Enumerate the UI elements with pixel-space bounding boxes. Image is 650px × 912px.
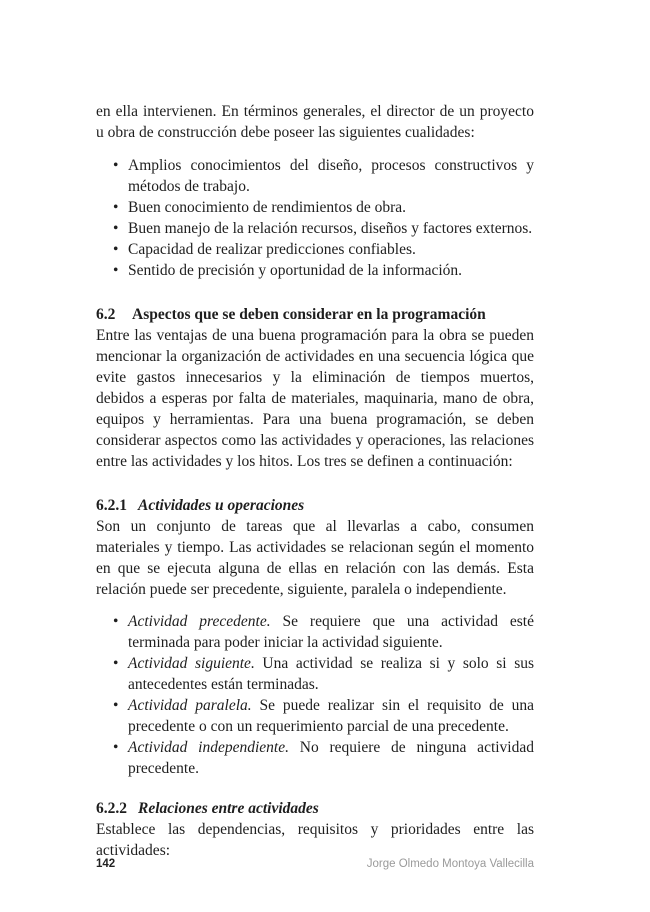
list-item: • Sentido de precisión y oportunidad de la información. [96, 260, 534, 281]
list-item [96, 653, 534, 695]
section-heading-6-2 [96, 304, 534, 325]
term: Actividad siguiente. [128, 655, 255, 672]
list-item: • Capacidad de realizar predicciones confiables. [96, 239, 534, 260]
section-number: 6.2 [96, 306, 116, 323]
section-title: Aspectos que se deben considerar en la programación [132, 306, 486, 323]
running-author: Jorge Olmedo Montoya Vallecilla [366, 858, 534, 870]
term: Actividad independiente. [128, 739, 289, 756]
intro-paragraph: en ella intervienen. En términos generales, el director de un proyecto u obra de construcción debe poseer las siguientes cualidades: [96, 103, 534, 141]
section-title: Actividades u operaciones [138, 497, 305, 514]
list-item [96, 611, 534, 653]
page-footer [96, 858, 534, 874]
activity-types-list [96, 611, 534, 779]
definition: Una actividad se realiza si y solo si sus antecedentes están terminadas. [128, 655, 535, 693]
page-content [96, 101, 534, 861]
list-item [96, 737, 534, 779]
qualities-list [96, 155, 534, 281]
section-title: Relaciones entre actividades [138, 800, 319, 817]
definition: Se puede realizar sin el requisito de una precedente o con un requerimiento parcial de una precedente. [128, 697, 534, 735]
list-item: • Amplios conocimientos del diseño, procesos constructivos y métodos de trabajo. [96, 155, 534, 197]
term: Actividad paralela. [128, 697, 252, 714]
term: Actividad precedente. [128, 613, 271, 630]
definition: Se requiere que una actividad esté terminada para poder iniciar la actividad siguiente. [128, 613, 534, 651]
definition: No requiere de ninguna actividad precedente. [128, 739, 534, 777]
section-6-2-1-body: Son un conjunto de tareas que al llevarlas a cabo, consumen materiales y tiempo. Las actividades se relacionan según el momento en que se ejecuta alguna de ellas en relación con las demás. Esta relación puede ser precedente, siguiente, paralela o independiente. [96, 518, 534, 598]
section-6-2-body: Entre las ventajas de una buena programación para la obra se pueden mencionar la organización de actividades en una secuencia lógica que evite gastos innecesarios y la eliminación de tiempos muertos, debidos a esperas por falta de materiales, maquinaria, mano de obra, equipos y herramientas. Para una buena programación, se deben considerar aspectos como las actividades y operaciones, las relaciones entre las actividades y los hitos. Los tres se definen a continuación: [96, 327, 534, 470]
section-heading-6-2-2 [96, 798, 534, 819]
page-number: 142 [96, 858, 116, 870]
section-number: 6.2.1 [96, 497, 127, 514]
list-item: • Buen conocimiento de rendimientos de obra. [96, 197, 534, 218]
section-heading-6-2-1 [96, 495, 534, 516]
section-6-2-2-body: Establece las dependencias, requisitos y prioridades entre las actividades: [96, 821, 534, 859]
list-item [96, 695, 534, 737]
section-number: 6.2.2 [96, 800, 127, 817]
list-item: • Buen manejo de la relación recursos, diseños y factores externos. [96, 218, 534, 239]
